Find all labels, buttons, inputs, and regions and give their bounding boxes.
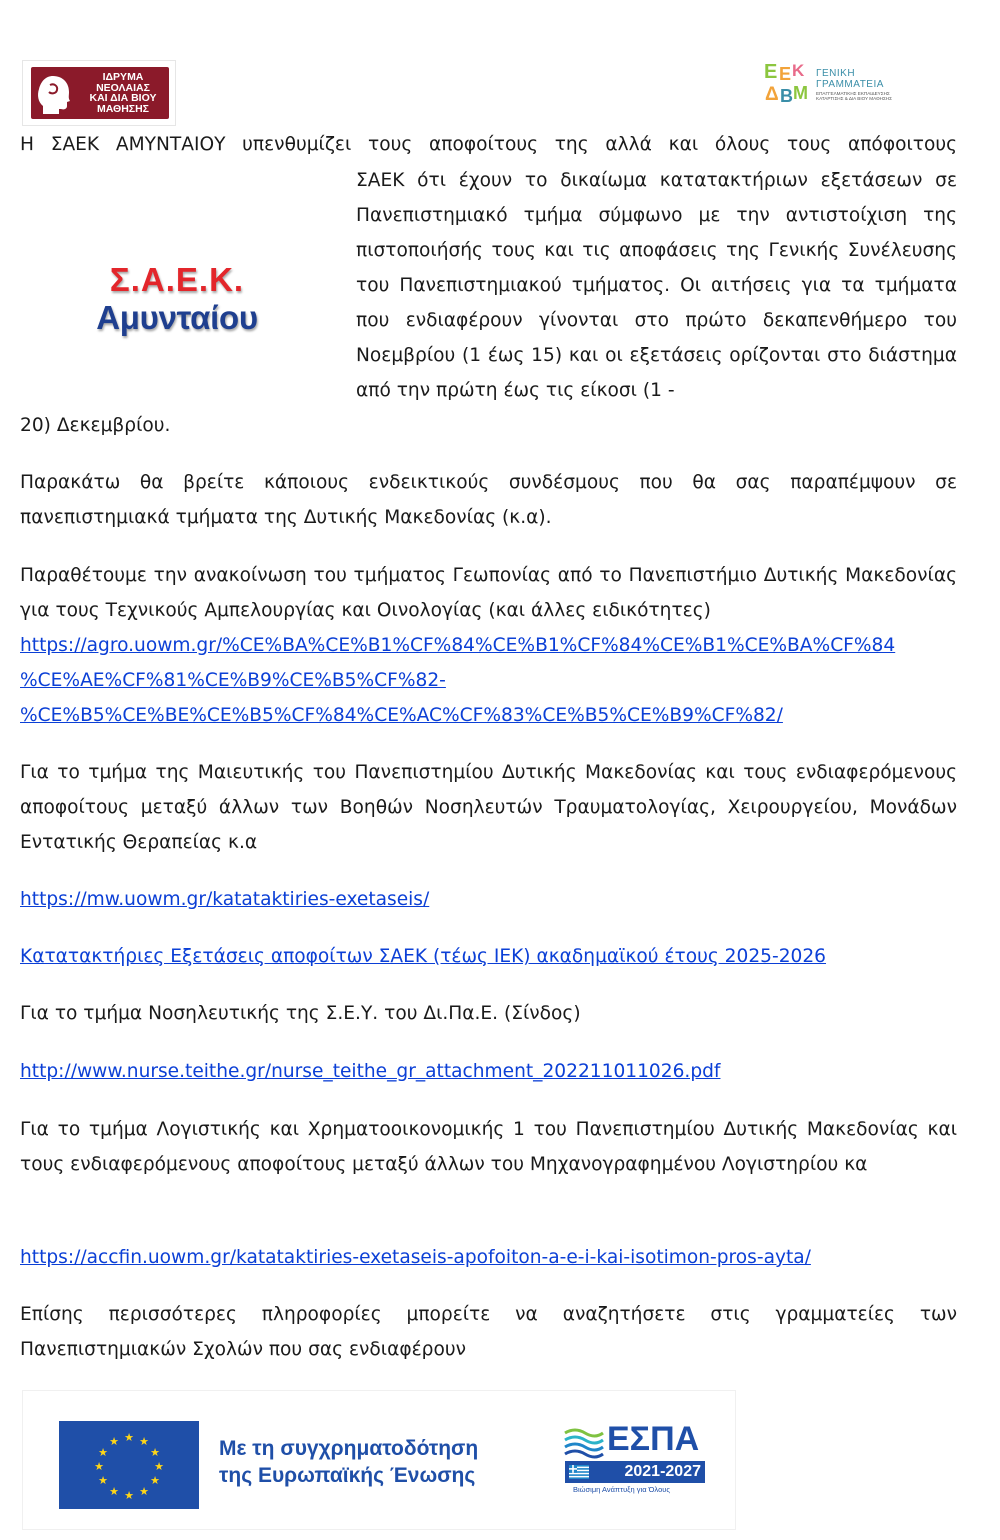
intro-wrapped-paragraph: ΣΑΕΚ ότι έχουν το δικαίωμα κατατακτήριων εξετάσεων σε Πανεπιστημιακό τμήμα σύμφωνο με την αντιστοίχιση της πιστοποιήσής τους και τις αποφάσεις της Γενικής Συνέλευσης του Πανεπιστημιακού τμήματος. Οι αιτήσεις για τα τμήματα που ενδιαφέρουν γίνονται στο πρώτο δεκαπενθήμερο του Νοεμβρίου (1 έως 15) και οι εξετάσεις ορίζονται στο διάστημα από την πρώτη έως τις είκοσι (1 - bbox=[356, 170, 957, 401]
inedivim-line: ΙΔΡΥΜΑ bbox=[102, 71, 144, 83]
midwifery-link[interactable]: https://mw.uowm.gr/katataktiries-exetaseis/ bbox=[20, 889, 430, 910]
inedivim-line: ΝΕΟΛΑΙΑΣ bbox=[96, 81, 150, 94]
nursing-pdf-link[interactable]: http://www.nurse.teithe.gr/nurse_teithe_gr_attachment_202211011026.pdf bbox=[20, 1061, 721, 1082]
svg-text:★: ★ bbox=[98, 1474, 108, 1487]
general-secretariat-logo bbox=[762, 58, 962, 104]
agro-link[interactable]: https://agro.uowm.gr/%CE%BA%CE%B1%CF%84%CE%B1%CF%84%CE%B1%CE%BA%CF%84 bbox=[20, 635, 896, 656]
svg-text:★: ★ bbox=[150, 1474, 160, 1487]
agro-link[interactable]: %CE%AE%CF%81%CE%B9%CE%B5%CF%82- bbox=[20, 670, 446, 691]
espa-waves-icon bbox=[563, 1425, 605, 1459]
accfin-link-row[interactable] bbox=[20, 1240, 811, 1275]
accfin-paragraph: Για το τμήμα Λογιστικής και Χρηματοοικονομικής 1 του Πανεπιστημίου Δυτικής Μακεδονίας και τους ενδιαφερόμενους αποφοίτους μεταξύ άλλων του Μηχανογραφημένου Λογιστηρίου κα bbox=[20, 1119, 957, 1175]
svg-text:Ε: Ε bbox=[764, 61, 778, 83]
inedivim-line: ΚΑΙ ΔΙΑ ΒΙΟΥ bbox=[89, 92, 157, 104]
accfin-link[interactable]: https://accfin.uowm.gr/katataktiries-exetaseis-apofoiton-a-e-i-kai-isotimon-pros-ayta/ bbox=[20, 1247, 811, 1268]
svg-text:★: ★ bbox=[109, 1485, 119, 1498]
inedivim-logo-text bbox=[77, 72, 169, 114]
links-intro-paragraph: Παρακάτω θα βρείτε κάποιους ενδεικτικούς συνδέσμους που θα σας παραπέμψουν σε πανεπιστημιακά τμήματα της Δυτικής Μακεδονίας (κ.α). bbox=[20, 472, 957, 528]
espa-cofunding-banner bbox=[22, 1390, 736, 1530]
inedivim-line: ΜΑΘΗΣΗΣ bbox=[97, 102, 149, 115]
cofunding-line2: της Ευρωπαϊκής Ένωσης bbox=[219, 1464, 476, 1487]
eekdvm-mark-icon bbox=[762, 58, 812, 104]
agro-paragraph: Παραθέτουμε την ανακοίνωση του τμήματος Γεωπονίας από το Πανεπιστήμιο Δυτικής Μακεδονίας για τους Τεχνικούς Αμπελουργίας και Οινολογίας (και άλλες ειδικότητες) bbox=[20, 565, 957, 621]
agro-link[interactable]: %CE%B5%CE%BE%CE%B5%CF%84%CE%AC%CF%83%CE%B5%CE%B9%CF%82/ bbox=[20, 705, 783, 726]
gg-title-line: ΓΕΝΙΚΗ bbox=[816, 68, 856, 79]
intro-first-line: Η ΣΑΕΚ ΑΜΥΝΤΑΙΟΥ υπενθυμίζει τους αποφοίτους της αλλά και όλους τους απόφοιτους bbox=[20, 134, 957, 155]
nursing-link-row[interactable] bbox=[20, 1054, 720, 1089]
saek-logo-line1: Σ.Α.Ε.Κ. bbox=[109, 261, 245, 298]
cofunding-line1: Με τη συγχρηματοδότηση bbox=[219, 1437, 479, 1460]
midwifery-paragraph: Για το τμήμα της Μαιευτικής του Πανεπιστημίου Δυτικής Μακεδονίας και τους ενδιαφερόμενους αποφοίτους μεταξύ άλλων των Βοηθών Νοσηλευτών Τραυματολογίας, Χειρουργείου, Μονάδων Εντατικής Θεραπείας κ.α bbox=[20, 762, 957, 853]
agro-link-line1[interactable] bbox=[20, 628, 895, 663]
gg-subtitle bbox=[816, 91, 966, 102]
more-info-paragraph: Επίσης περισσότερες πληροφορίες μπορείτε να αναζητήσετε στις γραμματείες των Πανεπιστημιακών Σχολών που σας ενδιαφέρουν bbox=[20, 1304, 957, 1360]
gg-subtitle-line: ΕΠΑΓΓΕΛΜΑΤΙΚΗΣ ΕΚΠΑΙΔΕΥΣΗΣ bbox=[816, 91, 890, 96]
nursing-paragraph: Για το τμήμα Νοσηλευτικής της Σ.Ε.Υ. του Δι.Πα.Ε. (Σίνδος) bbox=[20, 1003, 581, 1024]
gg-title-line: ΓΡΑΜΜΑΤΕΙΑ bbox=[816, 79, 884, 90]
svg-text:★: ★ bbox=[109, 1435, 119, 1448]
svg-text:★: ★ bbox=[124, 1431, 134, 1444]
svg-text:Β: Β bbox=[780, 86, 793, 104]
espa-motto: Βιώσιμη Ανάπτυξη για Όλους bbox=[573, 1485, 670, 1494]
saek-exams-link-row[interactable] bbox=[20, 939, 826, 974]
svg-text:Μ: Μ bbox=[793, 83, 808, 103]
espa-logo bbox=[563, 1421, 723, 1501]
agro-link-line3[interactable] bbox=[20, 698, 783, 733]
svg-text:★: ★ bbox=[98, 1446, 108, 1459]
svg-text:★: ★ bbox=[150, 1446, 160, 1459]
greek-flag-icon bbox=[569, 1465, 589, 1479]
svg-text:★: ★ bbox=[154, 1460, 164, 1473]
inedivim-logo-box bbox=[31, 67, 169, 119]
saek-logo-line2: Αμυνταίου bbox=[96, 299, 258, 336]
cofunding-text bbox=[219, 1435, 549, 1489]
svg-text:Ε: Ε bbox=[779, 64, 792, 84]
svg-text:★: ★ bbox=[94, 1460, 104, 1473]
midwifery-link-row[interactable] bbox=[20, 882, 429, 917]
svg-text:★: ★ bbox=[124, 1489, 134, 1502]
saek-amyntaiou-logo bbox=[72, 262, 282, 352]
eu-flag-icon bbox=[59, 1421, 199, 1509]
espa-years: 2021-2027 bbox=[565, 1461, 705, 1483]
agro-link-line2[interactable] bbox=[20, 663, 446, 698]
gg-title bbox=[816, 68, 884, 90]
svg-text:Κ: Κ bbox=[792, 61, 805, 80]
svg-text:Δ: Δ bbox=[765, 84, 779, 104]
gg-subtitle-line: ΚΑΤΑΡΤΙΣΗΣ & ΔΙΑ ΒΙΟΥ ΜΑΘΗΣΗΣ bbox=[816, 96, 892, 102]
espa-word: ΕΣΠΑ bbox=[607, 1420, 700, 1458]
profile-head-icon bbox=[35, 73, 75, 115]
intro-tail: 20) Δεκεμβρίου. bbox=[20, 415, 171, 436]
svg-text:★: ★ bbox=[139, 1485, 149, 1498]
inedivim-logo bbox=[22, 60, 176, 126]
saek-exams-link[interactable]: Κατατακτήριες Εξετάσεις αποφοίτων ΣΑΕΚ (τέως ΙΕΚ) ακαδημαϊκού έτους 2025-2026 bbox=[20, 946, 827, 967]
svg-text:★: ★ bbox=[139, 1435, 149, 1448]
